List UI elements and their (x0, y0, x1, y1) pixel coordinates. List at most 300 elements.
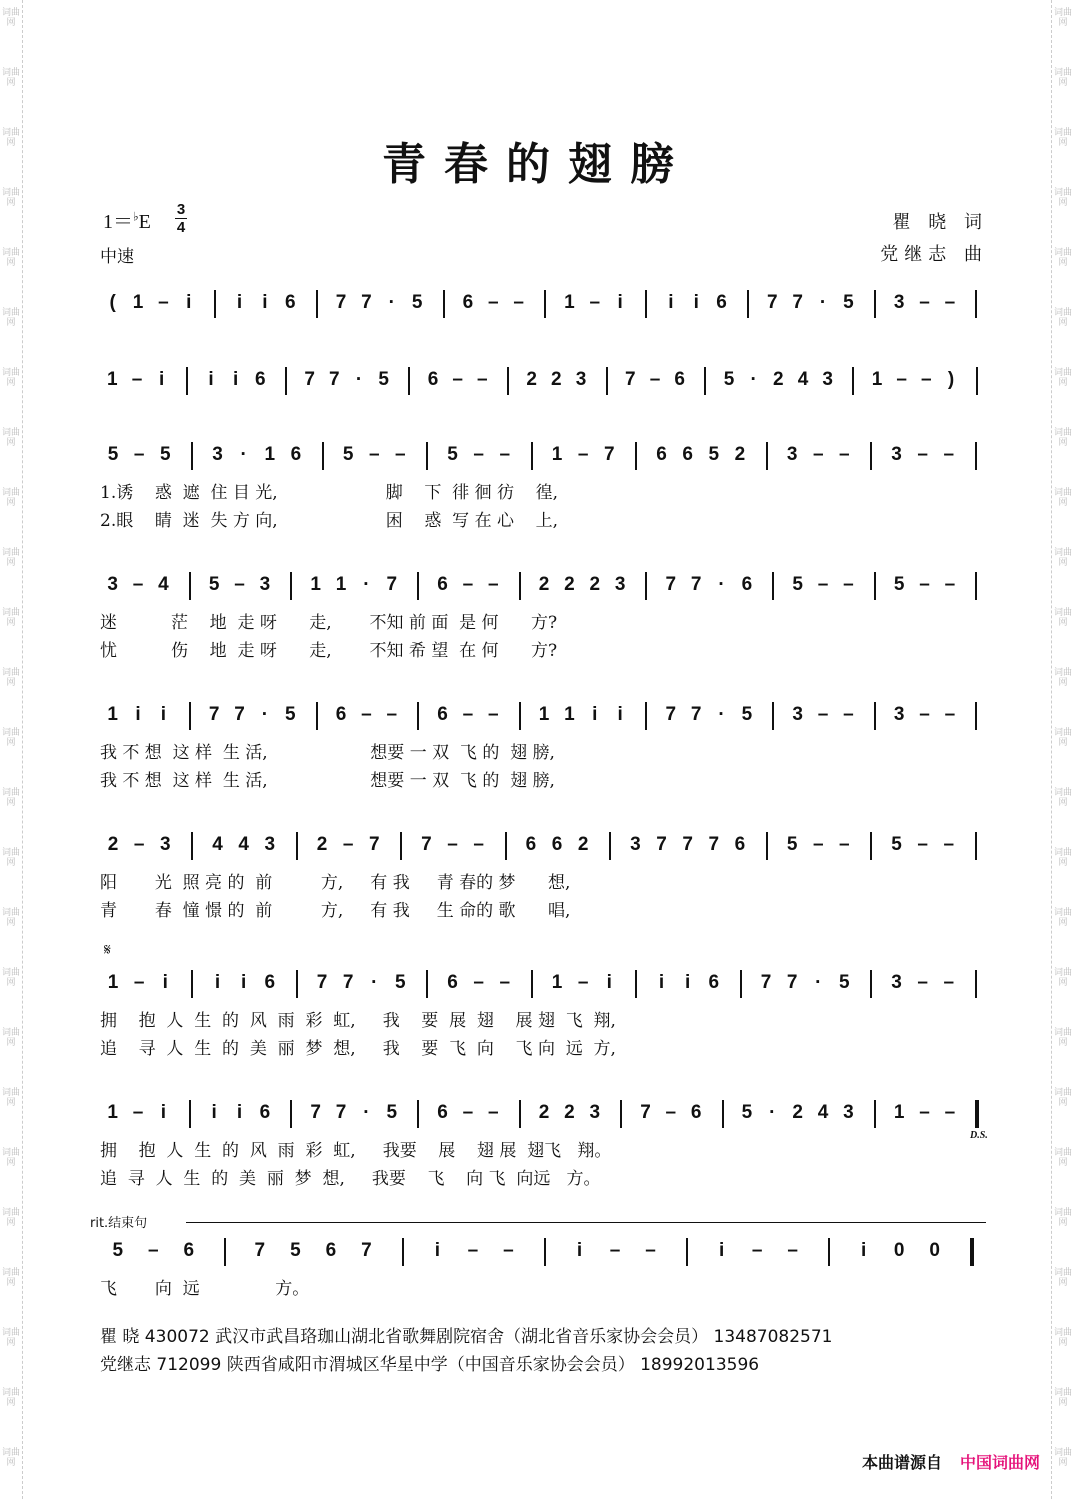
note: – (944, 704, 956, 725)
note: i (211, 1102, 217, 1123)
bar-line (224, 1238, 226, 1266)
note: · (718, 704, 725, 725)
right-watermark-strip (1051, 0, 1074, 1499)
note: 1 (564, 292, 575, 313)
note: – (467, 1240, 479, 1261)
note: 6 (437, 704, 448, 725)
note: 5 (411, 292, 423, 313)
bar-line (296, 832, 298, 860)
note: 5 (786, 834, 798, 855)
notation-system (100, 570, 990, 600)
note: 6 (525, 834, 537, 855)
note: 3 (212, 444, 223, 465)
note: 7 (767, 292, 778, 313)
bar-line (766, 832, 768, 860)
note: 7 (361, 292, 372, 313)
note: 5 (284, 704, 296, 725)
watermark-text: 词曲网 (1054, 968, 1073, 988)
note: 5 (708, 444, 720, 465)
note: 3 (259, 574, 271, 595)
note: 7 (665, 574, 677, 595)
note: 7 (316, 972, 328, 993)
note: 5 (107, 444, 119, 465)
note: 5 (378, 369, 389, 390)
watermark-text: 词曲网 (2, 1328, 21, 1348)
note: 3 (822, 369, 833, 390)
note: – (473, 972, 484, 993)
bar-line (544, 1238, 546, 1266)
note: · (769, 1102, 776, 1123)
segno-sign: 𝄋 (104, 940, 111, 959)
notation-system (100, 440, 990, 470)
note: – (234, 574, 245, 595)
bar-line (645, 290, 647, 318)
bar-line (519, 572, 521, 600)
note: 6 (437, 1102, 448, 1123)
bar-line (186, 367, 188, 395)
watermark-text: 词曲网 (1054, 908, 1073, 928)
lyric-text: 追 寻 人 生 的 美 丽 梦 想, 我 要 飞 向 飞 向 远 方, (100, 1039, 616, 1059)
bar-line (975, 442, 977, 470)
note: – (921, 369, 932, 390)
watermark-text: 词曲网 (2, 968, 21, 988)
note: – (944, 574, 956, 595)
note: 6 (682, 444, 693, 465)
note: 7 (656, 834, 667, 855)
note: – (943, 834, 955, 855)
lyric-line (100, 506, 990, 531)
bar-line (870, 832, 872, 860)
note: – (919, 574, 930, 595)
note: 7 (690, 574, 702, 595)
notation-system (100, 700, 990, 730)
note: i (617, 704, 623, 725)
watermark-text: 词曲网 (1054, 1028, 1073, 1048)
watermark-text: 词曲网 (1054, 1268, 1073, 1288)
lyric-line (100, 1274, 990, 1299)
note: 5 (342, 444, 354, 465)
bar-line (722, 1100, 724, 1128)
note: – (462, 574, 474, 595)
note: 2 (551, 369, 562, 390)
note: – (133, 444, 145, 465)
bar-line (740, 970, 742, 998)
note: 7 (234, 704, 245, 725)
notation-system (100, 1236, 990, 1266)
note: 4 (158, 574, 169, 595)
note: 6 (716, 292, 727, 313)
note: – (452, 369, 463, 390)
watermark-text: 词曲网 (1054, 1088, 1073, 1108)
watermark-text: 词曲网 (1054, 728, 1073, 748)
watermark-text: 词曲网 (2, 248, 21, 268)
note: i (214, 972, 221, 993)
note: – (503, 1240, 514, 1261)
note: 1 (893, 1102, 905, 1123)
watermark-text: 词曲网 (1054, 488, 1073, 508)
watermark-text: 词曲网 (2, 1148, 21, 1168)
watermark-text: 词曲网 (2, 668, 21, 688)
note: 3 (589, 1102, 601, 1123)
note: 5 (723, 369, 735, 390)
note: i (658, 972, 665, 993)
note: 0 (929, 1240, 940, 1261)
note: – (917, 444, 928, 465)
note: 1 (538, 704, 550, 725)
note: 7 (304, 369, 315, 390)
note: 3 (893, 704, 905, 725)
watermark-text: 词曲网 (1054, 128, 1073, 148)
note: 7 (625, 369, 636, 390)
note: 1 (264, 444, 276, 465)
note: 6 (462, 292, 474, 313)
note: – (577, 444, 589, 465)
note: 7 (421, 834, 432, 855)
note: · (363, 574, 370, 595)
note: 7 (640, 1102, 651, 1123)
note: 5 (741, 1102, 753, 1123)
note: 3 (891, 444, 902, 465)
note: 5 (891, 834, 902, 855)
bar-line (189, 702, 191, 730)
note: i (606, 972, 612, 993)
notation-system (100, 830, 990, 860)
note: 7 (708, 834, 720, 855)
rit-bracket-line (186, 1222, 986, 1223)
note: 5 (893, 574, 905, 595)
note: i (861, 1240, 867, 1261)
watermark-text: 词曲网 (2, 548, 21, 568)
note: 2 (316, 834, 328, 855)
bar-line (507, 367, 509, 395)
note: 5 (741, 704, 753, 725)
note: 3 (893, 292, 905, 313)
watermark-text: 词曲网 (1054, 428, 1073, 448)
note: · (371, 972, 378, 993)
watermark-text: 词曲网 (2, 1088, 21, 1108)
note: 6 (290, 444, 302, 465)
note: 5 (208, 574, 220, 595)
note: – (368, 444, 380, 465)
watermark-text: 词曲网 (1054, 1388, 1073, 1408)
note: 2 (577, 834, 589, 855)
note: 3 (107, 574, 118, 595)
note: 0 (893, 1240, 905, 1261)
note: i (241, 972, 247, 993)
note: · (240, 444, 247, 465)
note: 7 (786, 972, 798, 993)
bar-line (417, 572, 419, 600)
note: i (233, 369, 239, 390)
note: 1 (107, 1102, 118, 1123)
bar-line (874, 290, 876, 318)
bar-line (316, 702, 318, 730)
note: 7 (665, 704, 677, 725)
note: 1 (107, 972, 119, 993)
note: · (355, 369, 363, 390)
note: i (162, 972, 168, 993)
watermark-text: 词曲网 (2, 1028, 21, 1048)
bar-line (828, 1238, 830, 1266)
note: i (135, 704, 141, 725)
note: 6 (427, 369, 439, 390)
lyric-line (100, 1164, 990, 1189)
bar-line (531, 970, 533, 998)
bar-line (400, 832, 402, 860)
note: – (645, 1240, 656, 1261)
watermark-text: 词曲网 (2, 368, 21, 388)
lyric-text: 拥 抱 人 生 的 风 雨 彩 虹, 我要 展 翅 展 翅飞 翔。 (100, 1141, 612, 1161)
bar-line (191, 832, 193, 860)
note: 1 (335, 574, 347, 595)
bar-line (609, 832, 611, 860)
composer-credit: 党继志 曲 (880, 244, 988, 265)
notation-system (100, 365, 990, 395)
note: 1 (107, 704, 118, 725)
lyric-text: 我 不 想 这 样 生 活, 想要 一 双 飞 的 翅 膀, (100, 743, 555, 763)
note: – (487, 1102, 499, 1123)
bar-line (975, 832, 977, 860)
bar-line (975, 970, 977, 998)
note: 7 (682, 834, 693, 855)
note: 2 (792, 1102, 803, 1123)
note: 5 (395, 972, 406, 993)
note: 4 (817, 1102, 829, 1123)
note: – (649, 369, 661, 390)
note: 5 (839, 972, 850, 993)
note: 3 (159, 834, 171, 855)
bar-line (426, 970, 428, 998)
note: 6 (325, 1240, 337, 1261)
note: – (589, 292, 601, 313)
source-credit (862, 1450, 1040, 1473)
bar-line (975, 1100, 979, 1128)
note: 3 (630, 834, 641, 855)
bar-line (322, 442, 324, 470)
watermark-text: 词曲网 (1054, 1208, 1073, 1228)
note: ) (947, 369, 955, 390)
note: – (839, 444, 850, 465)
note: 3 (843, 1102, 854, 1123)
note: i (160, 1102, 167, 1123)
watermark-text: 词曲网 (2, 728, 21, 748)
note: 4 (238, 834, 249, 855)
watermark-text: 词曲网 (2, 488, 21, 508)
lyric-line (100, 636, 990, 661)
bar-line (426, 442, 428, 470)
note: · (815, 972, 822, 993)
lyric-text: 阳 光 照 亮 的 前 方, 有 我 青 春的 梦 想, (100, 873, 571, 893)
bar-line (772, 572, 774, 600)
note: 6 (690, 1102, 702, 1123)
bar-line (191, 442, 193, 470)
note: 7 (792, 292, 803, 313)
note: 6 (259, 1102, 271, 1123)
footer-composer-contact: 党继志 712099 陕西省咸阳市渭城区华星中学（中国音乐家协会会员） 18992013596 (100, 1355, 760, 1375)
bar-line (606, 367, 608, 395)
note: ( (109, 292, 116, 313)
note: – (839, 834, 850, 855)
bar-line (402, 1238, 404, 1266)
watermark-text: 词曲网 (1054, 548, 1073, 568)
note: – (499, 972, 511, 993)
note: i (434, 1240, 441, 1261)
bar-line (408, 367, 410, 395)
note: i (668, 292, 674, 313)
note: 7 (335, 292, 347, 313)
note: – (487, 574, 499, 595)
note: i (617, 292, 623, 313)
note: – (812, 444, 824, 465)
note: 6 (551, 834, 563, 855)
note: 1 (310, 574, 321, 595)
note: 1 (107, 369, 118, 390)
note: 2 (107, 834, 119, 855)
note: – (499, 444, 511, 465)
watermark-text: 词曲网 (2, 68, 21, 88)
note: – (473, 444, 484, 465)
note: – (158, 292, 169, 313)
bar-line (976, 367, 978, 395)
note: – (462, 704, 474, 725)
note: 2 (526, 369, 537, 390)
bar-line (417, 1100, 419, 1128)
bar-line (975, 572, 977, 600)
lyric-text: 忧 伤 地 走 呀 走, 不知 希 望 在 何 方? (100, 641, 558, 661)
footer-lyricist-contact: 瞿 晓 430072 武汉市武昌珞珈山湖北省歌舞剧院宿舍（湖北省音乐家协会会员） 13487082571 (100, 1327, 833, 1347)
ds-marking: D.S. (970, 1130, 988, 1141)
bar-line (635, 442, 637, 470)
note: i (718, 1240, 725, 1261)
note: – (919, 704, 930, 725)
note: i (236, 292, 243, 313)
watermark-text: 词曲网 (1054, 608, 1073, 628)
watermark-text: 词曲网 (1054, 8, 1073, 28)
watermark-text: 词曲网 (2, 1268, 21, 1288)
note: 3 (786, 444, 798, 465)
note: 2 (564, 1102, 575, 1123)
bar-line (316, 290, 318, 318)
note: – (147, 1240, 159, 1261)
note: 2 (589, 574, 601, 595)
note: – (843, 574, 854, 595)
note: – (917, 834, 928, 855)
note: · (819, 292, 827, 313)
note: – (919, 292, 930, 313)
note: – (487, 704, 499, 725)
note: – (944, 292, 956, 313)
bar-line (620, 1100, 622, 1128)
watermark-text: 词曲网 (2, 188, 21, 208)
note: 5 (447, 444, 458, 465)
note: – (917, 972, 928, 993)
watermark-text: 词曲网 (2, 908, 21, 928)
note: 7 (329, 369, 340, 390)
source-brand-link[interactable]: 中国词曲网 (959, 1453, 1040, 1472)
note: i (685, 972, 691, 993)
note: 1 (132, 292, 144, 313)
watermark-text: 词曲网 (1054, 308, 1073, 328)
note: 7 (361, 1240, 372, 1261)
note: – (919, 1102, 930, 1123)
bar-line (189, 572, 191, 600)
note: 7 (690, 704, 702, 725)
bar-line (290, 1100, 292, 1128)
note: 7 (310, 1102, 321, 1123)
note: 6 (741, 574, 753, 595)
lyric-text: 拥 抱 人 生 的 风 雨 彩 虹, 我 要 展 翅 展 翅 飞 翔, (100, 1011, 616, 1031)
note: – (513, 292, 524, 313)
note: – (943, 444, 955, 465)
watermark-text: 词曲网 (2, 308, 21, 328)
bar-line (296, 970, 298, 998)
bar-line (214, 290, 216, 318)
note: · (363, 1102, 370, 1123)
note: 6 (284, 292, 296, 313)
bar-line (285, 367, 287, 395)
note: – (751, 1240, 763, 1261)
note: 7 (603, 444, 615, 465)
lyricist-credit: 瞿 晓 词 (892, 212, 988, 233)
note: 1 (551, 444, 563, 465)
note: · (261, 704, 269, 725)
bar-line (645, 572, 647, 600)
watermark-text: 词曲网 (2, 8, 21, 28)
note: i (208, 369, 214, 390)
bar-line (505, 832, 507, 860)
note: 6 (656, 444, 667, 465)
source-label: 本曲谱源自 (861, 1453, 942, 1472)
tempo-marking: 中速 (100, 247, 134, 267)
note: i (693, 292, 699, 313)
note: 3 (264, 834, 276, 855)
watermark-text: 词曲网 (2, 848, 21, 868)
note: – (395, 444, 406, 465)
lyric-line (100, 868, 990, 893)
note: 7 (335, 1102, 347, 1123)
bar-line (544, 290, 546, 318)
bar-line (704, 367, 706, 395)
watermark-text: 词曲网 (1054, 1328, 1073, 1348)
lyric-line (100, 478, 990, 503)
watermark-text: 词曲网 (2, 1208, 21, 1228)
note: · (750, 369, 757, 390)
lyric-text: 2.眼 睛 迷 失 方 向, 困 惑 写 在 心 上, (100, 511, 558, 531)
note: – (133, 972, 145, 993)
note: 2 (538, 1102, 550, 1123)
note: i (159, 369, 165, 390)
lyric-line (100, 1006, 990, 1031)
watermark-text: 词曲网 (1054, 1448, 1073, 1468)
watermark-text: 词曲网 (2, 608, 21, 628)
note: – (386, 704, 398, 725)
note: i (160, 704, 167, 725)
bar-line (191, 970, 193, 998)
watermark-text: 词曲网 (1054, 848, 1073, 868)
note: 3 (614, 574, 626, 595)
note: – (812, 834, 824, 855)
note: 7 (342, 972, 354, 993)
watermark-text: 词曲网 (1054, 788, 1073, 808)
note: 6 (674, 369, 685, 390)
watermark-text: 词曲网 (2, 788, 21, 808)
note: i (236, 1102, 243, 1123)
bar-line (635, 970, 637, 998)
time-signature: 3 4 (176, 201, 186, 236)
note: – (462, 1102, 474, 1123)
watermark-text: 词曲网 (1054, 368, 1073, 388)
note: 3 (792, 704, 803, 725)
